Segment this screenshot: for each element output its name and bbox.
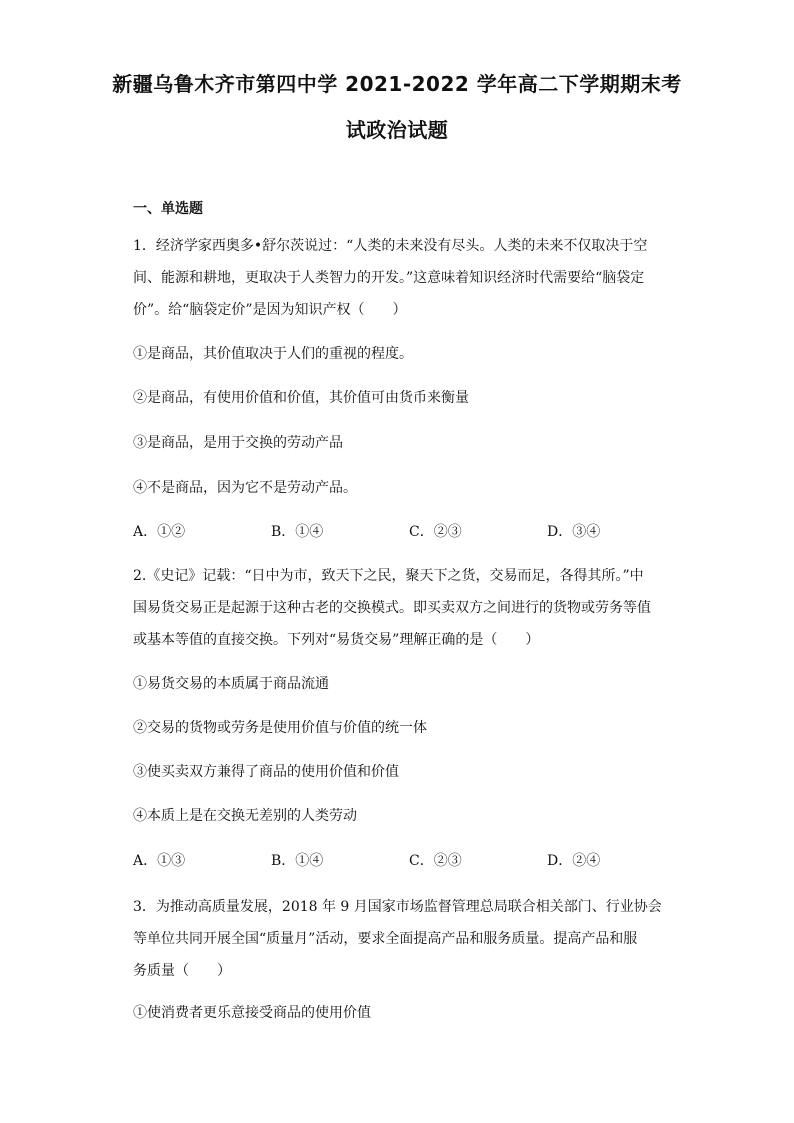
question-1-option-d[interactable]: D．③④	[547, 524, 601, 540]
question-2-option-d[interactable]: D．②④	[547, 853, 601, 869]
question-3-stem-line-3: 务质量（ ）	[133, 963, 231, 979]
question-2-stem-line-2: 国易货交易正是起源于这种古老的交换模式。即买卖双方之间进行的货物或劳务等值	[133, 600, 651, 616]
question-2-statement-4: ④本质上是在交换无差别的人类劳动	[133, 808, 357, 824]
document-title-line-2: 试政治试题	[345, 118, 449, 142]
question-1-option-c[interactable]: C．②③	[409, 524, 462, 540]
question-3-stem-line-2: 等单位共同开展全国“质量月”活动，要求全面提高产品和服务质量。提高产品和服	[133, 931, 638, 947]
question-1-option-b[interactable]: B．①④	[271, 524, 324, 540]
question-1-statement-1: ①是商品，其价值取决于人们的重视的程度。	[133, 346, 413, 362]
section-heading: 一、单选题	[133, 201, 203, 217]
question-2-statement-3: ③使买卖双方兼得了商品的使用价值和价值	[133, 764, 399, 780]
question-1-statement-4: ④不是商品，因为它不是劳动产品。	[133, 480, 357, 496]
question-2-stem-line-3: 或基本等值的直接交换。下列对“易货交易”理解正确的是（ ）	[133, 632, 540, 648]
question-1-stem-line-1: 1．经济学家西奥多•舒尔茨说过：“人类的未来没有尽头。人类的未来不仅取决于空	[133, 238, 648, 254]
question-1-stem-line-3: 价”。给“脑袋定价”是因为知识产权（ ）	[133, 302, 407, 318]
question-1-statement-3: ③是商品，是用于交换的劳动产品	[133, 435, 343, 451]
question-3-statement-1: ①使消费者更乐意接受商品的使用价值	[133, 1005, 371, 1021]
question-2-option-c[interactable]: C．②③	[409, 853, 462, 869]
question-2-option-a[interactable]: A．①③	[133, 853, 186, 869]
document-title-line-1: 新疆乌鲁木齐市第四中学 2021-2022 学年高二下学期期末考	[112, 72, 682, 96]
question-3-stem-line-1: 3．为推动高质量发展，2018 年 9 月国家市场监督管理总局联合相关部门、行业协会	[133, 899, 662, 915]
question-2-statement-1: ①易货交易的本质属于商品流通	[133, 676, 329, 692]
question-1-option-a[interactable]: A．①②	[133, 524, 186, 540]
question-2-stem-line-1: 2.《史记》记载：“日中为市，致天下之民，聚天下之货，交易而足，各得其所。”中	[133, 568, 644, 584]
question-2-option-b[interactable]: B．①④	[271, 853, 324, 869]
question-2-statement-2: ②交易的货物或劳务是使用价值与价值的统一体	[133, 720, 427, 736]
question-1-stem-line-2: 间、能源和耕地，更取决于人类智力的开发。”这意味着知识经济时代需要给“脑袋定	[133, 270, 645, 286]
question-1-statement-2: ②是商品，有使用价值和价值，其价值可由货币来衡量	[133, 390, 469, 406]
